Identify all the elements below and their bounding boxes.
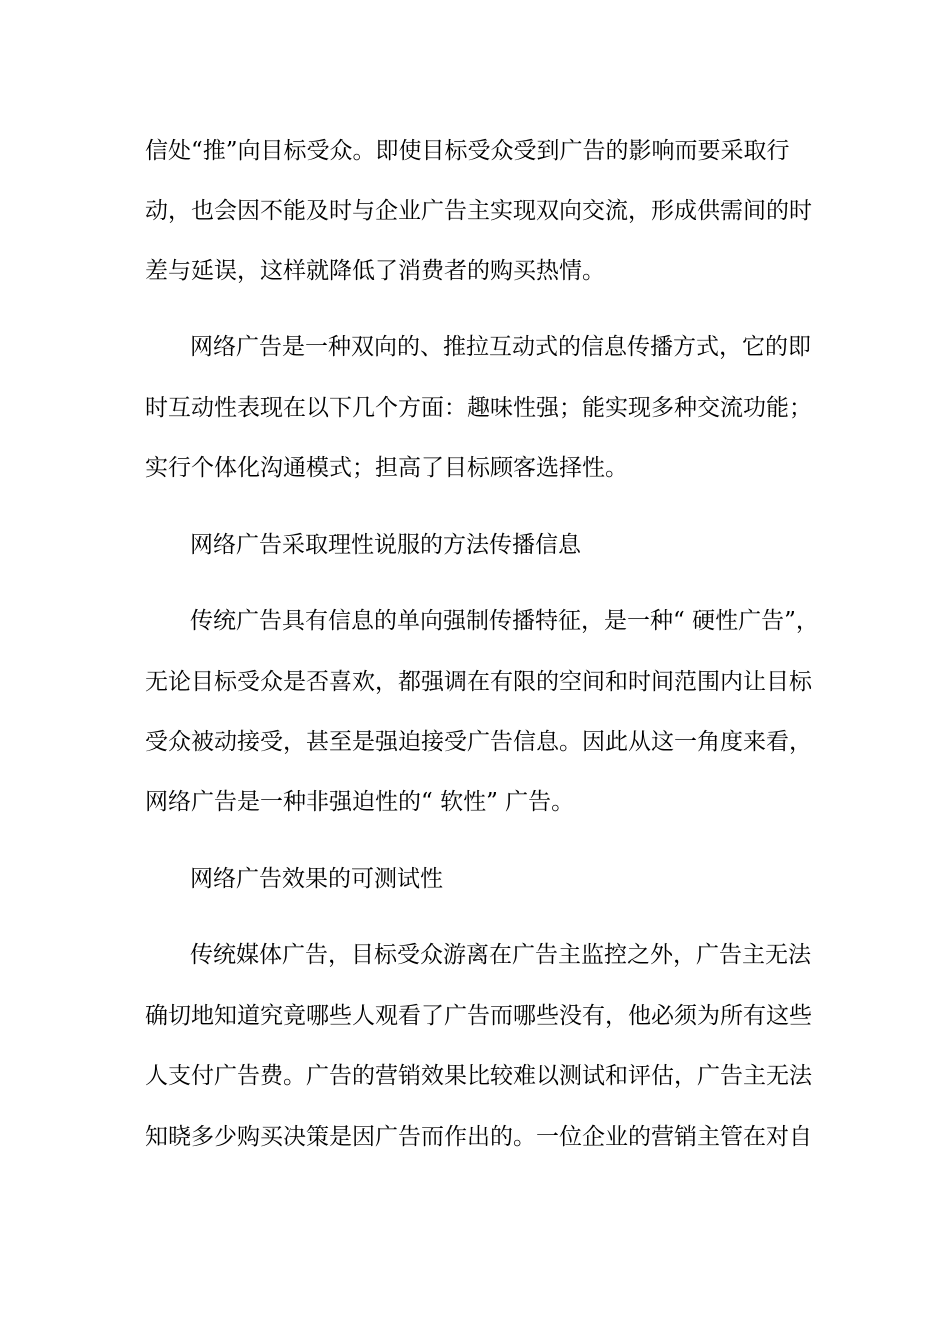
paragraph-line: 动，也会因不能及时与企业广告主实现双向交流，形成供需间的时	[145, 198, 812, 224]
section-heading: 网络广告效果的可测试性	[190, 866, 443, 892]
paragraph-line: 受众被动接受，甚至是强迫接受广告信息。因此从这一角度来看，	[145, 729, 812, 755]
paragraph-line: 传统广告具有信息的单向强制传播特征，是一种“ 硬性广告”，	[190, 608, 819, 634]
section-heading: 网络广告采取理性说服的方法传播信息	[190, 532, 581, 558]
paragraph-line: 无论目标受众是否喜欢，都强调在有限的空间和时间范围内让目标	[145, 669, 812, 695]
paragraph-line: 确切地知道究竟哪些人观看了广告而哪些没有，他必须为所有这些	[145, 1003, 812, 1029]
paragraph-line: 时互动性表现在以下几个方面：趣味性强；能实现多种交流功能；	[145, 395, 812, 421]
paragraph-line: 信处“推”向目标受众。即使目标受众受到广告的影响而要采取行	[145, 138, 790, 164]
paragraph-line: 知晓多少购买决策是因广告而作出的。一位企业的营销主管在对自	[145, 1124, 812, 1150]
paragraph-line: 实行个体化沟通模式；担高了目标顾客选择性。	[145, 455, 628, 481]
paragraph-line: 差与延误，这样就降低了消费者的购买热情。	[145, 258, 605, 284]
paragraph-line: 传统媒体广告，目标受众游离在广告主监控之外，广告主无法	[190, 942, 811, 968]
paragraph-line: 网络广告是一种非强迫性的“ 软性” 广告。	[145, 789, 575, 815]
paragraph-line: 网络广告是一种双向的、推拉互动式的信息传播方式，它的即	[190, 334, 811, 360]
paragraph-line: 人支付广告费。广告的营销效果比较难以测试和评估，广告主无法	[145, 1063, 812, 1089]
